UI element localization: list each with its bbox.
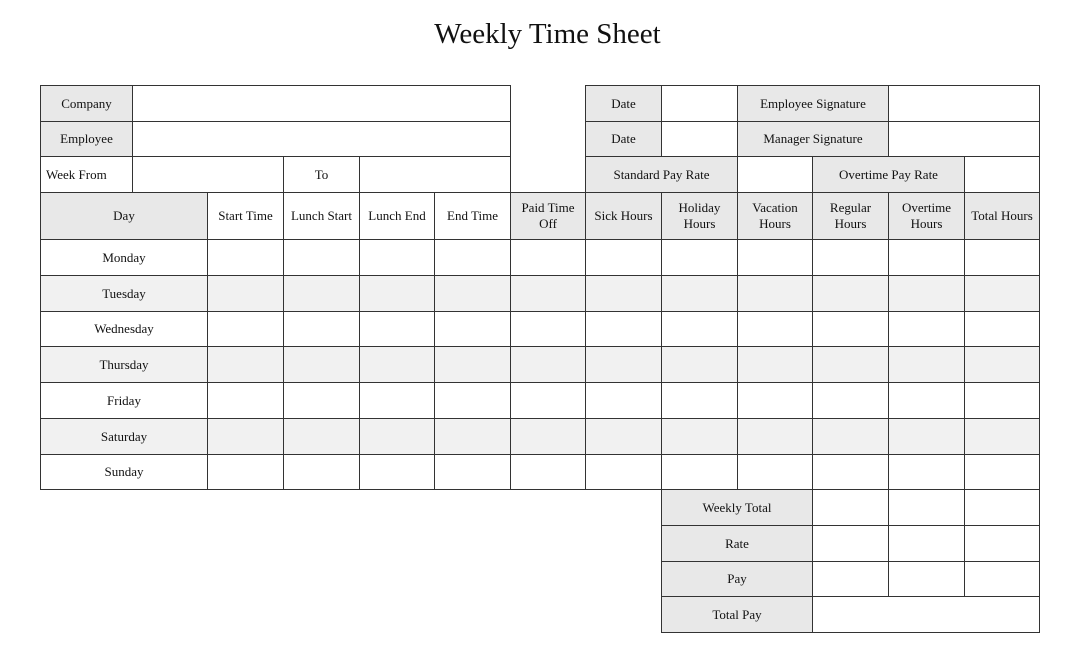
column-header-lunch-start: Lunch Start <box>283 192 360 240</box>
day-label-tuesday: Tuesday <box>40 275 208 312</box>
sunday-end-time-cell[interactable] <box>434 454 511 490</box>
monday-vacation-hours-cell[interactable] <box>737 239 813 276</box>
date-field-2[interactable] <box>661 121 738 157</box>
pay-regular-cell[interactable] <box>812 561 889 597</box>
standard-pay-rate-label: Standard Pay Rate <box>585 156 738 193</box>
column-header-holiday-hours: Holiday Hours <box>661 192 738 240</box>
friday-overtime-hours-cell[interactable] <box>888 382 965 419</box>
wednesday-lunch-end-cell[interactable] <box>359 311 435 347</box>
column-header-total-hours: Total Hours <box>964 192 1040 240</box>
day-label-saturday: Saturday <box>40 418 208 455</box>
saturday-total-hours-cell[interactable] <box>964 418 1040 455</box>
sunday-lunch-end-cell[interactable] <box>359 454 435 490</box>
friday-regular-hours-cell[interactable] <box>812 382 889 419</box>
column-header-start-time: Start Time <box>207 192 284 240</box>
overtime-pay-rate-label: Overtime Pay Rate <box>812 156 965 193</box>
monday-lunch-start-cell[interactable] <box>283 239 360 276</box>
saturday-regular-hours-cell[interactable] <box>812 418 889 455</box>
thursday-holiday-hours-cell[interactable] <box>661 346 738 383</box>
to-field[interactable] <box>359 156 511 193</box>
tuesday-regular-hours-cell[interactable] <box>812 275 889 312</box>
day-label-wednesday: Wednesday <box>40 311 208 347</box>
column-header-paid-time-off: Paid Time Off <box>510 192 586 240</box>
total-pay-label: Total Pay <box>661 596 813 633</box>
rate-regular-cell[interactable] <box>812 525 889 562</box>
monday-holiday-hours-cell[interactable] <box>661 239 738 276</box>
sunday-regular-hours-cell[interactable] <box>812 454 889 490</box>
company-label: Company <box>40 85 133 122</box>
friday-paid-time-off-cell[interactable] <box>510 382 586 419</box>
thursday-end-time-cell[interactable] <box>434 346 511 383</box>
weekly-total-overtime-cell[interactable] <box>888 489 965 526</box>
day-label-thursday: Thursday <box>40 346 208 383</box>
day-label-friday: Friday <box>40 382 208 419</box>
thursday-regular-hours-cell[interactable] <box>812 346 889 383</box>
pay-label: Pay <box>661 561 813 597</box>
day-label-monday: Monday <box>40 239 208 276</box>
saturday-vacation-hours-cell[interactable] <box>737 418 813 455</box>
page-title: Weekly Time Sheet <box>434 18 661 50</box>
saturday-paid-time-off-cell[interactable] <box>510 418 586 455</box>
saturday-holiday-hours-cell[interactable] <box>661 418 738 455</box>
friday-holiday-hours-cell[interactable] <box>661 382 738 419</box>
manager-signature-field[interactable] <box>888 121 1040 157</box>
employee-field[interactable] <box>132 121 511 157</box>
rate-overtime-cell[interactable] <box>888 525 965 562</box>
pay-overtime-cell[interactable] <box>888 561 965 597</box>
sunday-overtime-hours-cell[interactable] <box>888 454 965 490</box>
date-field-1[interactable] <box>661 85 738 122</box>
weekly-total-label: Weekly Total <box>661 489 813 526</box>
thursday-sick-hours-cell[interactable] <box>585 346 662 383</box>
overtime-pay-rate-field[interactable] <box>964 156 1040 193</box>
total-pay-field[interactable] <box>812 596 1040 633</box>
sunday-total-hours-cell[interactable] <box>964 454 1040 490</box>
tuesday-lunch-end-cell[interactable] <box>359 275 435 312</box>
thursday-lunch-end-cell[interactable] <box>359 346 435 383</box>
saturday-end-time-cell[interactable] <box>434 418 511 455</box>
tuesday-start-time-cell[interactable] <box>207 275 284 312</box>
column-header-overtime-hours: Overtime Hours <box>888 192 965 240</box>
friday-vacation-hours-cell[interactable] <box>737 382 813 419</box>
monday-regular-hours-cell[interactable] <box>812 239 889 276</box>
monday-sick-hours-cell[interactable] <box>585 239 662 276</box>
employee-signature-label: Employee Signature <box>737 85 889 122</box>
tuesday-end-time-cell[interactable] <box>434 275 511 312</box>
monday-end-time-cell[interactable] <box>434 239 511 276</box>
monday-lunch-end-cell[interactable] <box>359 239 435 276</box>
monday-total-hours-cell[interactable] <box>964 239 1040 276</box>
wednesday-start-time-cell[interactable] <box>207 311 284 347</box>
friday-total-hours-cell[interactable] <box>964 382 1040 419</box>
monday-overtime-hours-cell[interactable] <box>888 239 965 276</box>
tuesday-total-hours-cell[interactable] <box>964 275 1040 312</box>
date-label-2: Date <box>585 121 662 157</box>
to-label: To <box>283 156 360 193</box>
sunday-holiday-hours-cell[interactable] <box>661 454 738 490</box>
sunday-start-time-cell[interactable] <box>207 454 284 490</box>
tuesday-holiday-hours-cell[interactable] <box>661 275 738 312</box>
thursday-start-time-cell[interactable] <box>207 346 284 383</box>
week-from-label: Week From <box>40 156 133 193</box>
weekly-total-regular-cell[interactable] <box>812 489 889 526</box>
saturday-lunch-start-cell[interactable] <box>283 418 360 455</box>
pay-total-cell[interactable] <box>964 561 1040 597</box>
wednesday-lunch-start-cell[interactable] <box>283 311 360 347</box>
monday-paid-time-off-cell[interactable] <box>510 239 586 276</box>
wednesday-regular-hours-cell[interactable] <box>812 311 889 347</box>
wednesday-holiday-hours-cell[interactable] <box>661 311 738 347</box>
tuesday-lunch-start-cell[interactable] <box>283 275 360 312</box>
wednesday-vacation-hours-cell[interactable] <box>737 311 813 347</box>
rate-label: Rate <box>661 525 813 562</box>
tuesday-vacation-hours-cell[interactable] <box>737 275 813 312</box>
week-from-field[interactable] <box>132 156 284 193</box>
saturday-sick-hours-cell[interactable] <box>585 418 662 455</box>
sunday-lunch-start-cell[interactable] <box>283 454 360 490</box>
employee-label: Employee <box>40 121 133 157</box>
monday-start-time-cell[interactable] <box>207 239 284 276</box>
thursday-overtime-hours-cell[interactable] <box>888 346 965 383</box>
saturday-start-time-cell[interactable] <box>207 418 284 455</box>
wednesday-end-time-cell[interactable] <box>434 311 511 347</box>
sunday-sick-hours-cell[interactable] <box>585 454 662 490</box>
sunday-paid-time-off-cell[interactable] <box>510 454 586 490</box>
manager-signature-label: Manager Signature <box>737 121 889 157</box>
thursday-vacation-hours-cell[interactable] <box>737 346 813 383</box>
column-header-regular-hours: Regular Hours <box>812 192 889 240</box>
friday-lunch-start-cell[interactable] <box>283 382 360 419</box>
saturday-overtime-hours-cell[interactable] <box>888 418 965 455</box>
wednesday-sick-hours-cell[interactable] <box>585 311 662 347</box>
friday-sick-hours-cell[interactable] <box>585 382 662 419</box>
tuesday-overtime-hours-cell[interactable] <box>888 275 965 312</box>
tuesday-paid-time-off-cell[interactable] <box>510 275 586 312</box>
employee-signature-field[interactable] <box>888 85 1040 122</box>
wednesday-overtime-hours-cell[interactable] <box>888 311 965 347</box>
date-label-1: Date <box>585 85 662 122</box>
column-header-end-time: End Time <box>434 192 511 240</box>
saturday-lunch-end-cell[interactable] <box>359 418 435 455</box>
company-field[interactable] <box>132 85 511 122</box>
column-header-day: Day <box>40 192 208 240</box>
day-label-sunday: Sunday <box>40 454 208 490</box>
thursday-total-hours-cell[interactable] <box>964 346 1040 383</box>
thursday-lunch-start-cell[interactable] <box>283 346 360 383</box>
thursday-paid-time-off-cell[interactable] <box>510 346 586 383</box>
sunday-vacation-hours-cell[interactable] <box>737 454 813 490</box>
weekly-total-total-cell[interactable] <box>964 489 1040 526</box>
standard-pay-rate-field[interactable] <box>737 156 813 193</box>
wednesday-total-hours-cell[interactable] <box>964 311 1040 347</box>
friday-start-time-cell[interactable] <box>207 382 284 419</box>
wednesday-paid-time-off-cell[interactable] <box>510 311 586 347</box>
column-header-lunch-end: Lunch End <box>359 192 435 240</box>
friday-end-time-cell[interactable] <box>434 382 511 419</box>
tuesday-sick-hours-cell[interactable] <box>585 275 662 312</box>
column-header-vacation-hours: Vacation Hours <box>737 192 813 240</box>
rate-total-cell[interactable] <box>964 525 1040 562</box>
column-header-sick-hours: Sick Hours <box>585 192 662 240</box>
friday-lunch-end-cell[interactable] <box>359 382 435 419</box>
